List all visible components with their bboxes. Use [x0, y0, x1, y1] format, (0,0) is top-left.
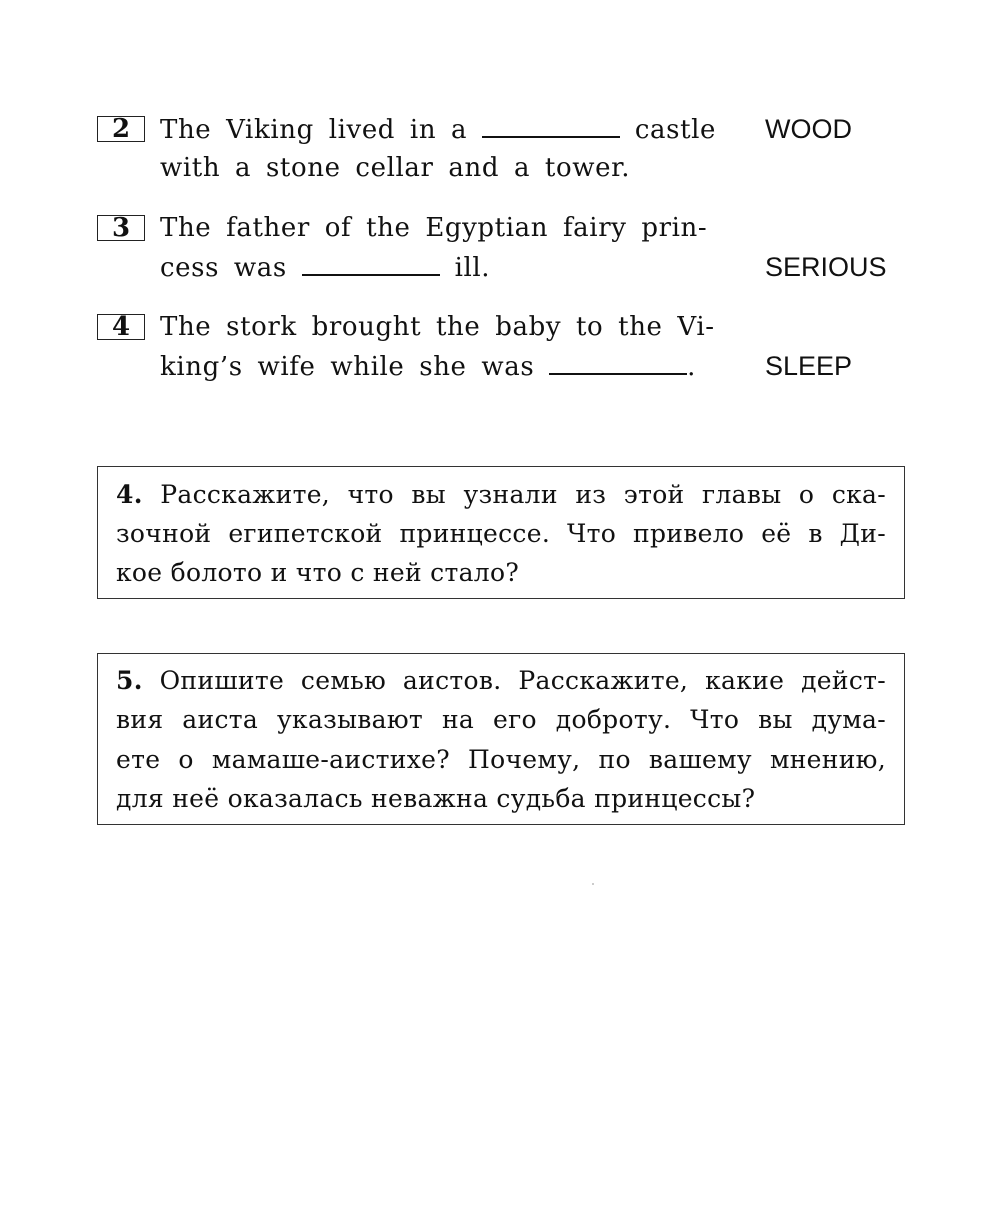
task-line-2 — [160, 252, 490, 283]
keyword: SERIOUS — [765, 252, 887, 282]
keyword: SLEEP — [765, 351, 853, 381]
question-box-5 — [97, 653, 905, 825]
task-text: The father of the Egyptian fairy prin- — [160, 213, 708, 243]
question-line: зочной египетской принцессе. Что привело её в Ди- — [116, 519, 886, 548]
task-2 — [97, 114, 897, 194]
answer-blank[interactable] — [302, 252, 440, 276]
task-line-1 — [160, 213, 707, 243]
task-text: The stork brought the baby to the Vi- — [160, 312, 715, 342]
question-line: кое болото и что с ней стало? — [116, 558, 520, 587]
task-number-box: 2 — [97, 116, 145, 142]
answer-blank[interactable] — [482, 114, 620, 138]
task-text: with a stone cellar and a tower. — [160, 153, 631, 183]
question-line — [116, 480, 886, 510]
question-line: вия аиста указывают на его доброту. Что вы дума- — [116, 705, 886, 734]
task-number-box: 4 — [97, 314, 145, 340]
task-text: castle — [634, 115, 717, 145]
question-number: 4. — [116, 480, 143, 509]
scan-speck — [592, 883, 594, 885]
task-line-1 — [160, 114, 716, 145]
task-text: . — [687, 352, 697, 382]
task-text: The Viking lived in a — [160, 115, 468, 145]
task-line-1 — [160, 312, 715, 342]
task-text: ill. — [454, 253, 491, 283]
task-text: cess was — [160, 253, 287, 283]
task-line-2 — [160, 351, 696, 382]
question-number: 5. — [116, 666, 143, 695]
question-text: Опишите семью аистов. Расскажите, какие дейст- — [159, 666, 886, 695]
task-4 — [97, 312, 897, 392]
answer-blank[interactable] — [549, 351, 687, 375]
question-line — [116, 666, 886, 696]
question-line: ете о мамаше-аистихе? Почему, по вашему мнению, — [116, 745, 886, 774]
task-line-2 — [160, 153, 630, 183]
task-3 — [97, 213, 897, 293]
question-text: Расскажите, что вы узнали из этой главы о ска- — [160, 480, 887, 509]
task-number-box: 3 — [97, 215, 145, 241]
task-text: king’s wife while she was — [160, 352, 535, 382]
question-line: для неё оказалась неважна судьба принцессы? — [116, 784, 756, 813]
keyword: WOOD — [765, 114, 852, 144]
question-box-4 — [97, 466, 905, 599]
